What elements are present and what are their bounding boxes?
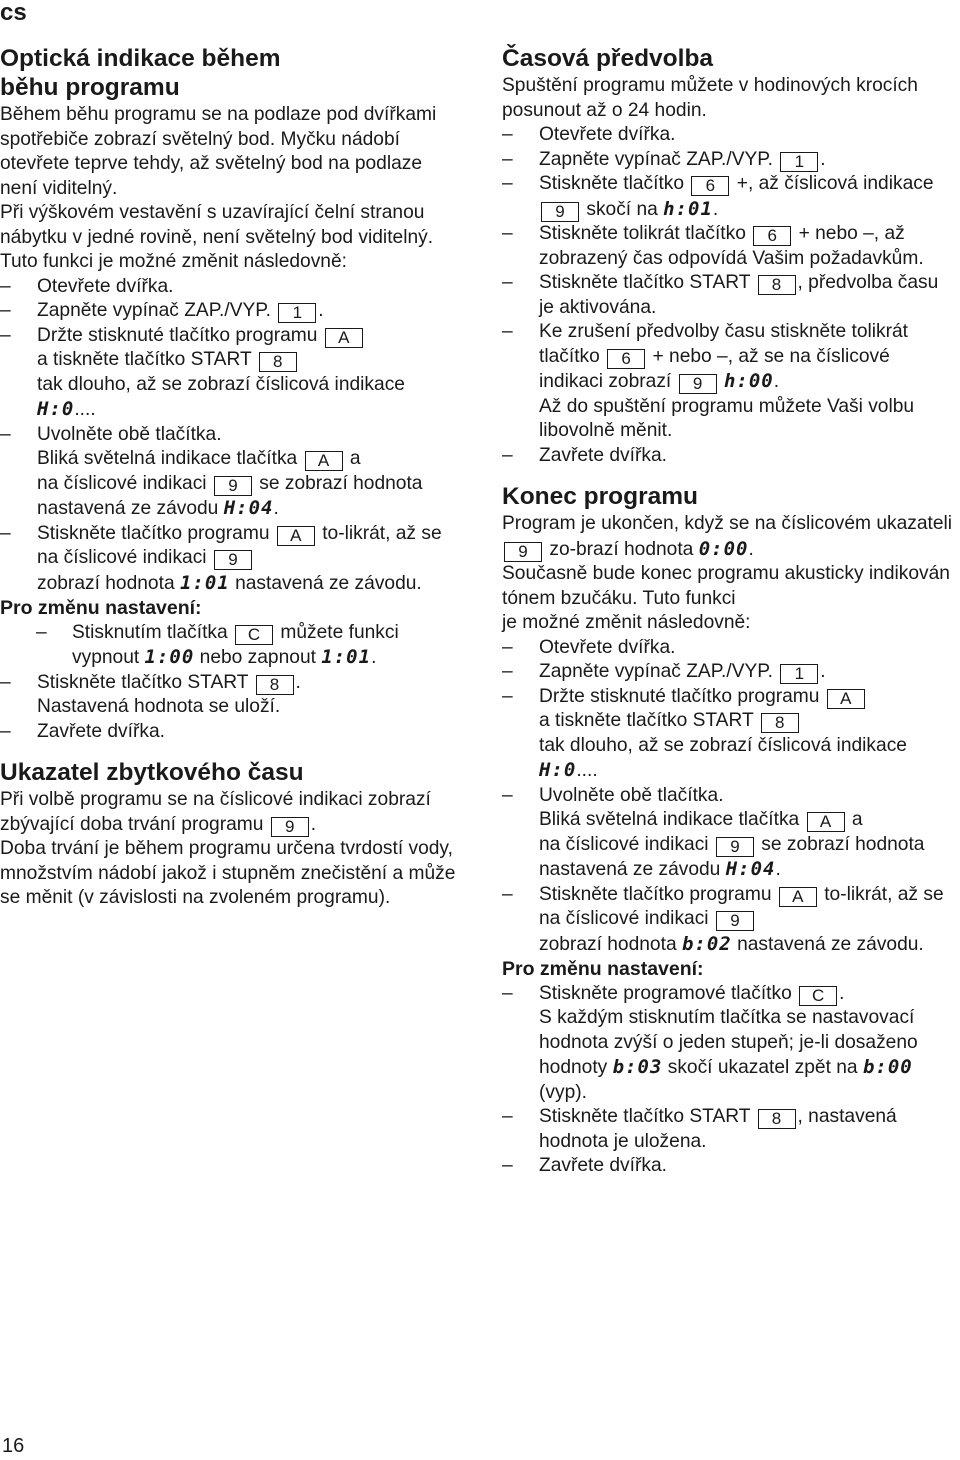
steps-list [0, 275, 456, 448]
paragraph: Program je ukončen, když se na číslicovém ukazateli 9 zo-brazí hodnota 0:00. [502, 513, 953, 561]
left-column [0, 44, 456, 911]
paragraph: Doba trvání je během programu určena tvrdostí vody, množstvím nádobí jakož i stupněm znečistění a může se měnit (v závislosti na zvoleném programu). [0, 838, 456, 908]
display-readout: H:04 [725, 858, 776, 880]
key-6-symbol: 6 [753, 226, 791, 246]
key-1-symbol: 1 [780, 152, 818, 172]
key-a-symbol: A [325, 328, 363, 348]
title-line-2: běhu programu [0, 74, 180, 101]
step-text: a tiskněte tlačítko START [37, 349, 252, 370]
key-a-symbol: A [779, 887, 817, 907]
display-readout: H:04 [223, 497, 274, 519]
step-item: – Stiskněte tlačítko START 8 , předvolba času je aktivována. [502, 271, 958, 320]
step-item [0, 324, 456, 423]
key-c-symbol: C [799, 986, 837, 1006]
steps-list [0, 522, 456, 597]
step-item: – Zavřete dvířka. [0, 720, 456, 745]
key-6-symbol: 6 [607, 349, 645, 369]
step-item: – Uvolněte obě tlačítka. [502, 784, 958, 809]
key-9-symbol: 9 [716, 837, 754, 857]
step-item: – Stiskněte tlačítko 6 +, až číslicová indikace 9 skočí na h:01. [502, 172, 958, 222]
display-readout: 1:00 [144, 646, 195, 668]
steps-list [0, 621, 456, 745]
step-item: – Stiskněte tlačítko START 8 . Nastavená hodnota se uloží. [0, 671, 456, 720]
display-readout: b:02 [681, 932, 732, 955]
step-text: Držte stisknuté tlačítko programu [37, 324, 318, 346]
display-readout: h:00 [723, 370, 774, 392]
step-item: – Držte stisknuté tlačítko programu A a tiskněte tlačítko START 8 tak dlouho, až se zobrazí číslicová indikace H:0.... [502, 685, 958, 784]
step-item [0, 275, 456, 300]
step-item: – Stiskněte programové tlačítko C . S každým stisknutím tlačítka se nastavovací hodnota zvýší o jeden stupeň; je-li dosaženo hodnoty b:03 skočí ukazatel zpět na b:00 (vyp). [502, 982, 958, 1106]
paragraph: Spuštění programu můžete v hodinových krocích posunout až o 24 hodin. [502, 75, 918, 121]
step-continuation: Až do spuštění programu můžete Vaši volbu libovolně měnit. [539, 395, 915, 441]
language-code: cs [0, 0, 27, 26]
key-9-symbol: 9 [679, 374, 717, 394]
ellipsis: .... [74, 399, 96, 420]
paragraph: Při volbě programu se na číslicové indikaci zobrazí zbývající doba trvání programu 9 . [0, 789, 431, 836]
key-a-symbol: A [277, 526, 315, 546]
key-a-symbol: A [807, 812, 845, 832]
section-title-program-end: Konec programu [502, 483, 699, 510]
display-readout: 0:00 [698, 537, 749, 560]
display-readout: 1:01 [321, 646, 372, 668]
steps-list [502, 883, 958, 958]
key-9-symbol: 9 [214, 476, 252, 496]
key-9-symbol: 9 [214, 550, 252, 570]
section-title-remaining-time: Ukazatel zbytkového času [0, 759, 304, 786]
paragraph: je možné změnit následovně: [502, 612, 751, 633]
key-c-symbol: C [235, 625, 273, 645]
step-item: – Zapněte vypínač ZAP./VYP. 1 . [502, 660, 958, 685]
step-item: – Zavřete dvířka. [502, 1154, 958, 1179]
step-item: – Stiskněte tlačítko START 8 , nastavená hodnota je uložena. [502, 1105, 958, 1154]
step-text: tak dlouho, až se zobrazí číslicová indikace [37, 373, 405, 395]
display-readout: H:0 [539, 759, 577, 781]
step-item: – Stisknutím tlačítka C můžete funkci vypnout 1:00 nebo zapnout 1:01. [0, 621, 456, 671]
step-item: – Zavřete dvířka. [502, 444, 958, 469]
key-9-symbol: 9 [541, 202, 579, 222]
subheading-change-setting: Pro změnu nastavení: [502, 958, 704, 980]
step-item [0, 423, 456, 448]
title-line-1: Optická indikace během [0, 45, 281, 72]
key-9-symbol: 9 [271, 817, 309, 837]
key-a-symbol: A [827, 689, 865, 709]
key-8-symbol: 8 [758, 1109, 796, 1129]
step-item: – Zapněte vypínač ZAP./VYP. 1 . [502, 148, 958, 173]
steps-list [502, 636, 958, 809]
paragraph: Během běhu programu se na podlaze pod dvířkami spotřebiče zobrazí světelný bod. Myčku nádobí otevřete teprve tehdy, až světelný bod na podlaze není viditelný. [0, 104, 437, 199]
steps-list [502, 123, 958, 395]
step-item: – Stiskněte tlačítko programu A to-likrát, až se na číslicové indikaci 9 zobrazí hodnota b:02 nastavená ze závodu. [502, 883, 958, 958]
section-title-delay-start: Časová předvolba [502, 45, 714, 72]
paragraph: Tuto funkci je možné změnit následovně: [0, 251, 347, 272]
step-text: Uvolněte obě tlačítka. [37, 423, 222, 445]
section-title-optical-indication [0, 44, 456, 102]
right-column [502, 44, 958, 1179]
page-number: 16 [2, 1435, 25, 1457]
display-readout: H:0 [37, 398, 75, 420]
step-item: – Otevřete dvířka. [502, 636, 958, 661]
step-continuation: Bliká světelná indikace tlačítka A a na číslicové indikaci 9 se zobrazí hodnota nastavená ze závodu H:04. [539, 809, 925, 880]
paragraph: Při výškovém vestavění s uzavírající čelní stranou nábytku v jedné rovině, není světelný bod viditelný. [0, 202, 434, 248]
key-8-symbol: 8 [256, 675, 294, 695]
key-8-symbol: 8 [758, 275, 796, 295]
key-8-symbol: 8 [259, 352, 297, 372]
step-item: – Zapněte vypínač ZAP./VYP. 1 . [0, 299, 456, 324]
display-readout: h:01 [663, 197, 713, 220]
display-readout: b:00 [862, 1056, 913, 1078]
step-item: – Stiskněte tolikrát tlačítko 6 + nebo –, až zobrazený čas odpovídá Vašim požadavkům. [502, 222, 958, 271]
key-6-symbol: 6 [691, 176, 729, 196]
display-readout: b:03 [612, 1056, 663, 1078]
paragraph: Současně bude konec programu akusticky indikován tónem bzučáku. Tuto funkci [502, 563, 950, 609]
key-9-symbol: 9 [504, 542, 542, 562]
subheading-change-setting: Pro změnu nastavení: [0, 597, 202, 619]
step-text: Zapněte vypínač ZAP./VYP. [37, 300, 271, 321]
display-readout: 1:01 [179, 571, 230, 594]
key-8-symbol: 8 [761, 713, 799, 733]
key-1-symbol: 1 [278, 303, 316, 323]
step-text: Otevřete dvířka. [37, 275, 174, 297]
step-item: – Stiskněte tlačítko programu A to-likrát, až se na číslicové indikaci 9 zobrazí hodnota 1:01 nastavená ze závodu. [0, 522, 456, 597]
step-continuation: Bliká světelná indikace tlačítka A a na číslicové indikaci 9 se zobrazí hodnota nastavená ze závodu H:04. [37, 448, 423, 519]
steps-list [502, 444, 958, 469]
step-item: – Otevřete dvířka. [502, 123, 958, 148]
steps-list [502, 982, 958, 1179]
key-9-symbol: 9 [716, 911, 754, 931]
key-a-symbol: A [305, 451, 343, 471]
step-item: – Ke zrušení předvolby času stiskněte tolikrát tlačítko 6 + nebo –, až se na číslicové indikaci zobrazí 9 h:00. [502, 320, 958, 395]
key-1-symbol: 1 [780, 664, 818, 684]
